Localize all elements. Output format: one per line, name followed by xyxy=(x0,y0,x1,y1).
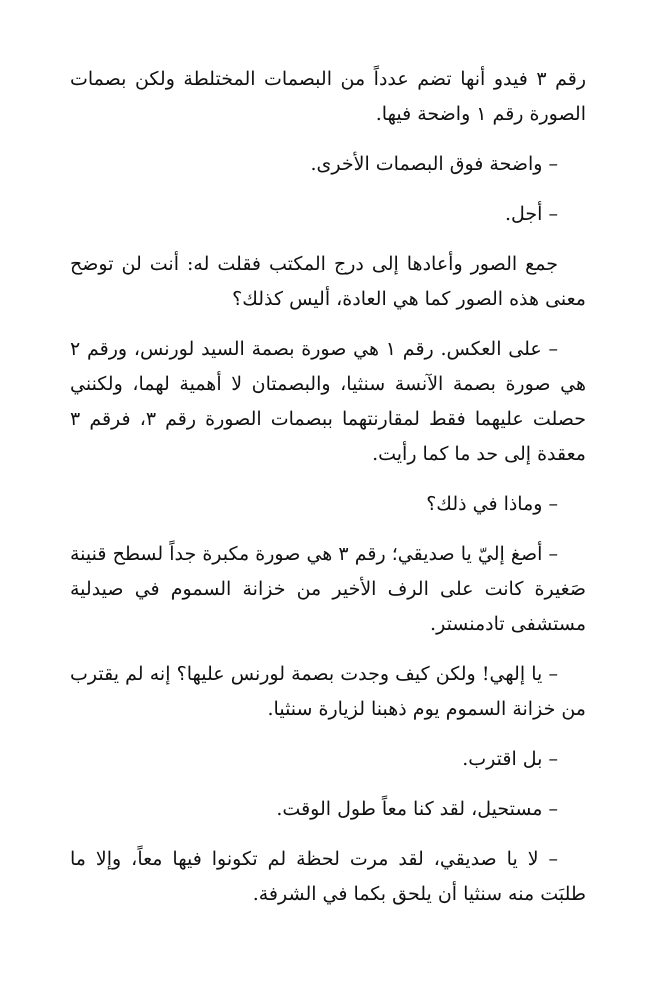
paragraph-8: – يا إلهي! ولكن كيف وجدت بصمة لورنس عليها؟ إنه لم يقترب من خزانة السموم يوم ذهبنا لزيارة سنثيا. xyxy=(70,663,586,720)
paragraph-1: رقم ٣ فيدو أنها تضم عدداً من البصمات المختلطة ولكن بصمات الصورة رقم ١ واضحة فيها. xyxy=(70,68,586,125)
book-page xyxy=(70,62,586,927)
paragraph-5: – على العكس. رقم ١ هي صورة بصمة السيد لورنس، ورقم ٢ هي صورة بصمة الآنسة سنثيا، والبصمتان لا أهمية لهما، ولكنني حصلت عليهما فقط لمقارنتهما ببصمات الصورة رقم ٣، فرقم ٣ معقدة إلى حد ما كما رأيت. xyxy=(70,338,586,465)
paragraph-3: – أجل. xyxy=(505,203,558,225)
paragraph-2: – واضحة فوق البصمات الأخرى. xyxy=(310,153,558,175)
paragraph-4: جمع الصور وأعادها إلى درج المكتب فقلت له: أنت لن توضح معنى هذه الصور كما هي العادة، أليس كذلك؟ xyxy=(70,253,586,310)
paragraph-10: – مستحيل، لقد كنا معاً طول الوقت. xyxy=(276,798,558,820)
paragraph-11: – لا يا صديقي، لقد مرت لحظة لم تكونوا فيها معاً، وإلا ما طلبَت منه سنثيا أن يلحق بكما في الشرفة. xyxy=(70,848,586,905)
paragraph-6: – وماذا في ذلك؟ xyxy=(426,493,558,515)
paragraph-9: – بل اقترب. xyxy=(462,748,558,770)
paragraph-7: – أصغ إليّ يا صديقي؛ رقم ٣ هي صورة مكبرة جداً لسطح قنينة صَغيرة كانت على الرف الأخير من خزانة السموم في صيدلية مستشفى تادمنستر. xyxy=(70,543,586,635)
